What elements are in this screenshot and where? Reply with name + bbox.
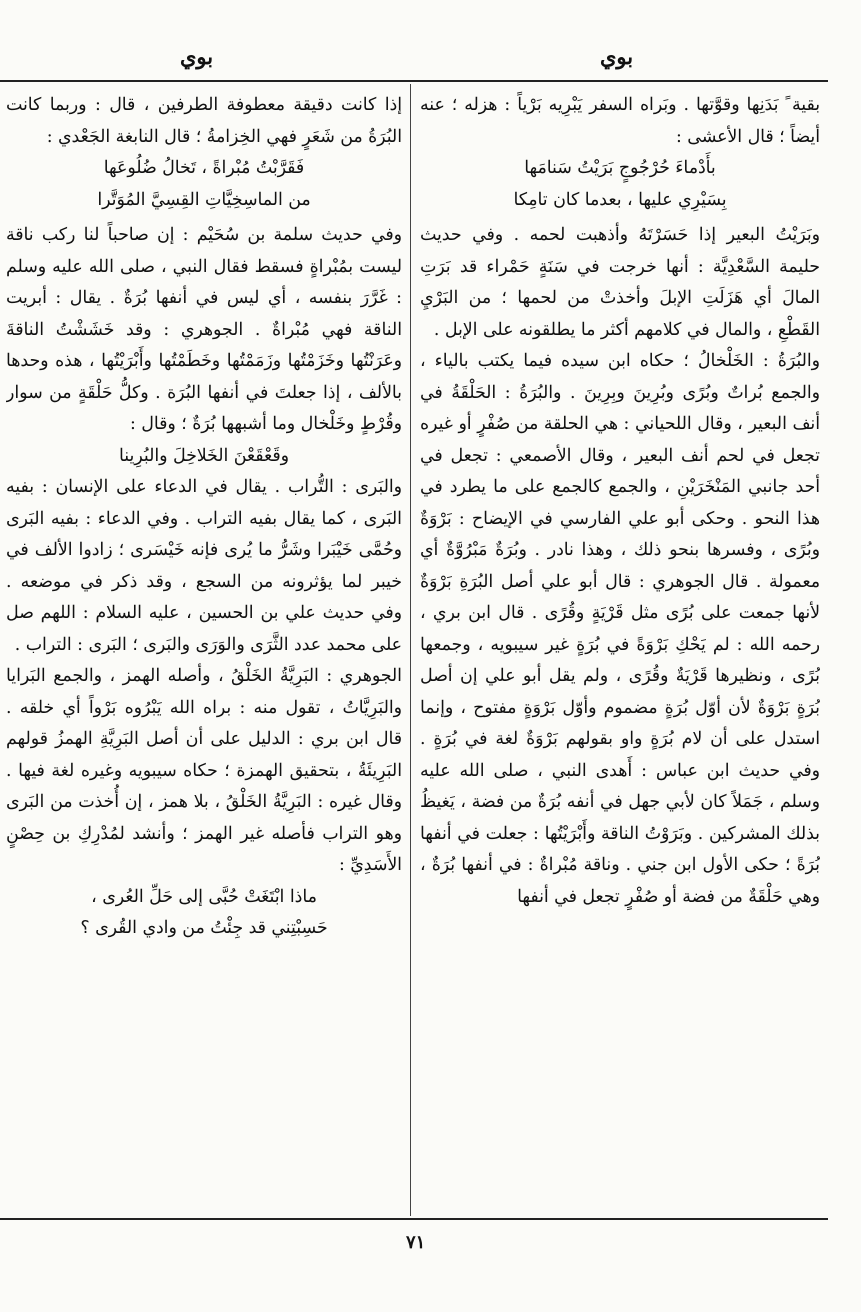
- right-paragraph-2: وبَرَيْتُ البعير إذا حَسَرْتَهُ وأذهبت لحمه . وفي حديث حليمة السَّعْدِيَّة : أنها خرجت في سَنَةٍ حَمْراء قد بَرَتِ المالَ أي هَزَلَتِ الإبلَ وأخذتْ من لحمها ؛ من البَرْيِ القَطْعِ ، والمال في كلامهم أكثر ما يطلقونه على الإبل .: [420, 225, 820, 340]
- left-header-word: بوي: [180, 44, 214, 69]
- right-verse-2: بِسَيْرِي عليها ، بعدما كان تامِكا: [513, 189, 727, 210]
- left-paragraph-4: الجوهري : البَرِيَّةُ الخَلْقُ ، وأصله الهمز ، والجمع البَرايا والبَرِيَّاتُ ، تقول منه : براه الله يَبْرُوه بَرْواً أي خلقه . قال ابن بري : الدليل على أن أصل البَرِيَّةِ الهمزُ قولهم البَرِيئَةُ ، بتحقيق الهمزة ؛ حكاه سيبويه وغيره لغة فيها . وقال غيره : البَرِيَّةُ الخَلْقُ ، بلا همز ، إن أُخذت من البَرى وهو التراب فأصله غير الهمز ؛ وأنشد لمُدْرِكِ بن حِصْنٍ الأَسَدِيِّ :: [6, 666, 402, 875]
- right-paragraph-3: والبُرَةُ : الخَلْخالُ ؛ حكاه ابن سيده فيما يكتب بالياء ، والجمع بُراتٌ وبُرًى وبُرِينَ وبِرِينَ . والبُرَةُ : الحَلْقَةُ في أنف البعير ، وقال اللحياني : هي الحلقة من صُفْرٍ أو غيره تجعل في لحم أنف البعير ، وقال الأصمعي : تجعل في أحد جانبي المَنْخَرَيْنِ ، والجمع كالجمع على ما يطرد في هذا النحو . وحكى أبو علي الفارسي في الإيضاح : بَرْوَةٌ وبُرًى ، وفسرها بنحو ذلك ، وهذا نادر . وبُرَةٌ مَبْرُوَّةٌ أي معمولة . قال الجوهري : قال أبو علي أصل البُرَةِ بَرْوَةٌ لأنها جمعت على بُرًى مثل قَرْيَةٍ وقُرًى . قال ابن بري ، رحمه الله : لم يَحْكِ بَرْوَةً في بُرَةٍ غير سيبويه ، وجمعها بُرًى ، ونظيرها قَرْيَةٌ وقُرًى ، ولم يقل أبو علي إن أصل بُرَةٍ بَرْوَةٌ لأن أوّل بُرَةٍ مضموم وأوّل بَرْوَةٍ مفتوح ، وإنما استدل على أن لام بُرَةٍ واو بقولهم بَرْوَةٌ لغة في بُرَةٍ . وفي حديث ابن عباس : أَهدى النبي ، صلى الله عليه وسلم ، جَمَلاً كان لأبي جهل في أنفه بُرَةٌ من فضة ، يَغيظُ بذلك المشركين . وبَرَوْتُ الناقة وأَبْرَيْتُها : جعلت في أنفها بُرَةً ؛ حكى الأول ابن جني . وناقة مُبْراةٌ : في أنفها بُرَةٌ ، وهي حَلْقَةٌ من فضة أو صُفْرٍ تجعل في أنفها: [420, 351, 820, 907]
- page-number: ٧١: [406, 1232, 426, 1253]
- left-verse-2: من الماسِخِيَّاتِ القِسِيَّ المُوَتَّرا: [97, 189, 311, 210]
- right-column: [420, 90, 820, 1212]
- header-rule: [0, 80, 828, 82]
- left-paragraph-2: وفي حديث سلمة بن سُحَيْم : إن صاحباً لنا ركب ناقة ليست بمُبْراةٍ فسقط فقال النبي ، صلى الله عليه وسلم : غَرَّرَ بنفسه ، أي ليس في أنفها بُرَةٌ . يقال : أبريت الناقة فهي مُبْراةٌ . الجوهري : وقد خَشَشْتُ الناقةَ وعَرَنْتُها وخَزَمْتُها وزَمَمْتُها وخَطَمْتُها وأَبْرَيْتُها ، هذه وحدها بالألف ، إذا جعلتَ في أنفها البُرَة . وكلُّ حَلْقَةٍ من سوار وقُرْطٍ وخَلْخال وما أشبهها بُرَةٌ ؛ وقال :: [6, 225, 402, 434]
- right-verse-1: بأَدْماءَ حُرْجُوجٍ بَرَيْتُ سَنامَها: [524, 158, 716, 178]
- left-column: [6, 90, 402, 1212]
- left-verse-5: حَسِبْتِني قد جِئْتُ من وادي القُرى ؟: [80, 918, 328, 938]
- right-header-word: بوي: [600, 44, 634, 69]
- left-verse-1: فَقَرَّبْتُ مُبْراةً ، تَخالُ ضُلُوعَها: [103, 158, 305, 178]
- left-verse-3: وقَعْقَعْنَ الخَلاخِلَ والبُرِينا: [119, 445, 289, 466]
- left-paragraph-3: والبَرى : التُّراب . يقال في الدعاء على الإنسان : بفيه البَرى ، كما يقال بفيه التراب . وفي الدعاء : بفيه البَرى وحُمَّى خَيْبَرا وشَرُّ ما يُرى فإنه خَيْسَرى ؛ زادوا الألف في خيبر لما يؤثرونه من السجع ، وقد ذكر في موضعه . وفي حديث علي بن الحسين ، عليه السلام : اللهم صل على محمد عدد الثَّرَى والوَرَى والبَرى ؛ البَرى : التراب .: [6, 477, 402, 655]
- left-verse-4: ماذا ابْتَغَتْ حُبَّى إلى حَلِّ العُرى ،: [91, 886, 317, 907]
- column-divider: [410, 84, 411, 1216]
- right-paragraph-1: بقية ً بَدَنِها وقوَّتها . وبَراه السفر يَبْرِيه بَرْياً : هزله ؛ عنه أيضاً ؛ قال الأعشى :: [420, 95, 820, 147]
- left-paragraph-1: إذا كانت دقيقة معطوفة الطرفين ، قال : وربما كانت البُرَةُ من شَعَرٍ فهي الخِزامةُ ؛ قال النابغة الجَعْدي :: [6, 95, 402, 147]
- footer-rule: [0, 1218, 828, 1220]
